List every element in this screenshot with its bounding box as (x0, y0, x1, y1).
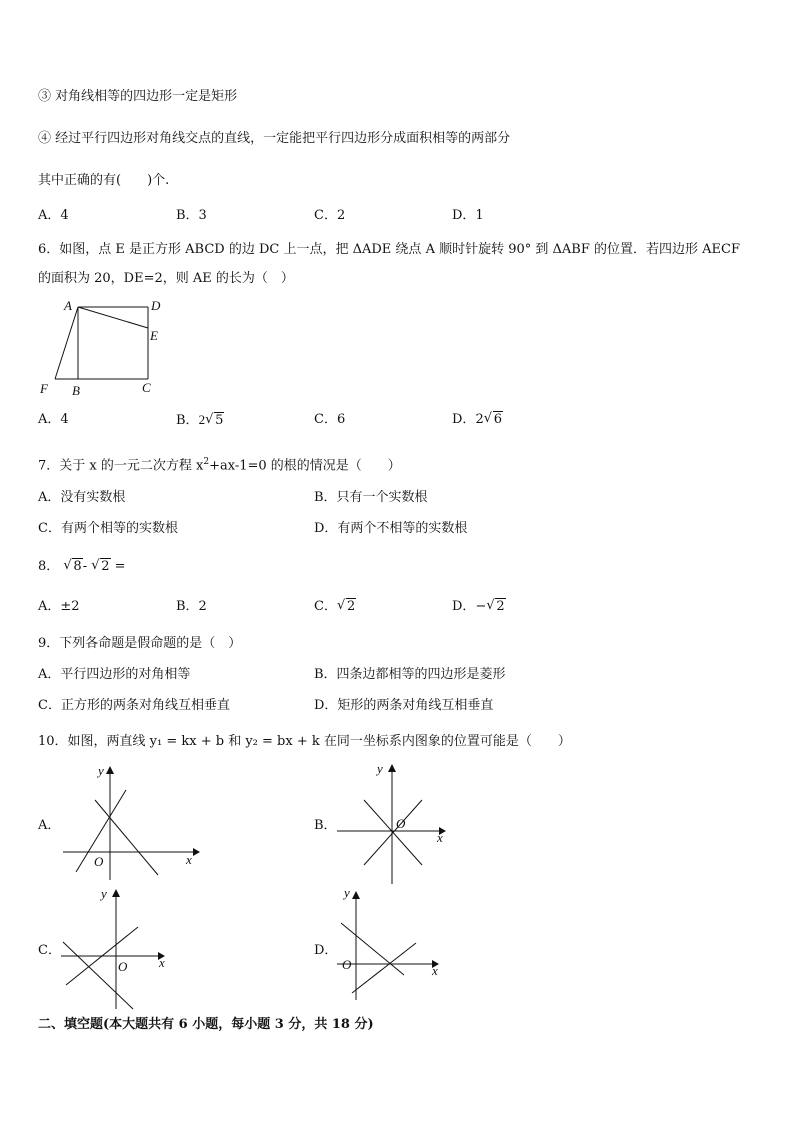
q6-option-b-radicand: 5 (215, 413, 224, 428)
q7-option-d: D．有两个不相等的实数根 (314, 521, 468, 536)
q8-option-c-sqrt: √ 2 (336, 598, 356, 614)
q5-option-a: A．4 (38, 208, 69, 223)
q8-option-c (314, 598, 356, 616)
q5-item-3: ③ 对角线相等的四边形一定是矩形 (38, 89, 238, 104)
q8-option-d-sqrt: √ 2 (486, 598, 505, 614)
q8-radicand-2: 2 (101, 559, 110, 574)
q9-option-a: A．平行四边形的对角相等 (38, 667, 191, 682)
q8-option-c-radicand: 2 (346, 599, 356, 614)
label-e: E (150, 328, 158, 343)
q5-option-d: D．1 (452, 208, 484, 223)
q6-option-b (176, 411, 224, 430)
q10-c-origin-label: O (118, 959, 128, 974)
q6-option-b-coef: 2 (198, 412, 206, 427)
q7-stem-prefix: 7．关于 x 的一元二次方程 x (38, 458, 204, 474)
q10-option-a: A． (38, 818, 61, 833)
q7-option-a: A．没有实数根 (38, 490, 126, 505)
q9-option-c: C．正方形的两条对角线互相垂直 (38, 698, 230, 713)
q8-option-d-radicand: 2 (496, 599, 505, 614)
q6-option-d-coef: 2 (475, 412, 484, 427)
q10-b-y-label: y (377, 761, 383, 776)
q8-option-d (452, 598, 506, 616)
q9-option-d: D．矩形的两条对角线互相垂直 (314, 698, 494, 713)
q10-graph-a (58, 762, 203, 884)
q6-option-d (452, 411, 503, 429)
q10-graph-b (334, 760, 454, 888)
q5-option-c: C．2 (314, 208, 346, 223)
q6-option-d-label: D． (452, 412, 476, 427)
q10-stem: 10．如图，两直线 y₁ = kx + b 和 y₂ = bx + k 在同一坐标系内图象的位置可能是（ ） (38, 734, 571, 749)
label-f: F (40, 381, 48, 396)
q7-stem-suffix: +ax-1=0 的根的情况是（ ） (209, 458, 401, 474)
label-a: A (64, 298, 72, 313)
q9-option-b: B．四条边都相等的四边形是菱形 (314, 667, 506, 682)
q8-option-c-label: C． (314, 599, 337, 614)
q8-num: 8． (38, 559, 60, 574)
q8-stem (38, 558, 126, 576)
q10-a-y-label: y (98, 763, 104, 778)
q5-item-4: ④ 经过平行四边形对角线交点的直线，一定能把平行四边形分成面积相等的两部分 (38, 131, 511, 146)
q10-a-origin-label: O (94, 854, 104, 869)
q8-minus: - (82, 559, 88, 574)
q10-option-c: C． (38, 943, 61, 958)
q7-option-c: C．有两个相等的实数根 (38, 521, 178, 536)
q10-graph-c (58, 885, 178, 1013)
label-d: D (151, 298, 161, 313)
q8-radicand-1: 8 (73, 559, 82, 574)
q10-graph-d (334, 885, 444, 1005)
q10-c-x-label: x (159, 955, 165, 970)
q7-stem-sup: 2 (203, 457, 210, 467)
q10-c-y-label: y (101, 886, 107, 901)
q6-option-d-sqrt: √ 6 (483, 411, 502, 427)
q8-equals: = (114, 559, 126, 574)
q6-option-b-label: B． (176, 413, 199, 428)
q9-stem: 9．下列各命题是假命题的是（ ） (38, 636, 242, 651)
q6-option-b-sqrt: √ 5 (205, 412, 224, 428)
q8-option-a: A．±2 (38, 599, 80, 614)
section-2-heading: 二、填空题(本大题共有 6 小题，每小题 3 分，共 18 分) (38, 1017, 374, 1032)
q6-figure-square (30, 295, 180, 400)
q6-option-d-radicand: 6 (493, 412, 502, 427)
q10-d-x-label: x (432, 963, 438, 978)
q10-a-x-label: x (186, 852, 192, 867)
label-b: B (72, 383, 80, 398)
q10-b-x-label: x (437, 830, 443, 845)
q6-stem-line2: 的面积为 20，DE=2，则 AE 的长为（ ） (38, 271, 294, 286)
q10-b-origin-label: O (396, 816, 406, 831)
q6-option-a: A．4 (38, 412, 69, 427)
q8-option-b: B．2 (176, 599, 207, 614)
q10-option-d: D． (314, 943, 338, 958)
q6-option-c: C．6 (314, 412, 346, 427)
q5-option-b: B．3 (176, 208, 207, 223)
q7-option-b: B．只有一个实数根 (314, 490, 428, 505)
q8-option-d-label: D． (452, 599, 476, 614)
q10-d-origin-label: O (342, 957, 352, 972)
q5-stem: 其中正确的有( )个. (38, 173, 170, 188)
q8-option-d-sign: − (475, 599, 487, 614)
q6-stem-line1: 6．如图，点 E 是正方形 ABCD 的边 DC 上一点，把 ΔADE 绕点 A 顺时针旋转 90° 到 ΔABF 的位置．若四边形 AECF (38, 242, 740, 257)
label-c: C (142, 380, 151, 395)
q10-d-y-label: y (344, 885, 350, 900)
q8-sqrt-8: √ 8 (63, 558, 82, 574)
q8-sqrt-2: √ 2 (91, 558, 110, 574)
q10-option-b: B． (314, 818, 337, 833)
q7-stem (38, 453, 401, 475)
